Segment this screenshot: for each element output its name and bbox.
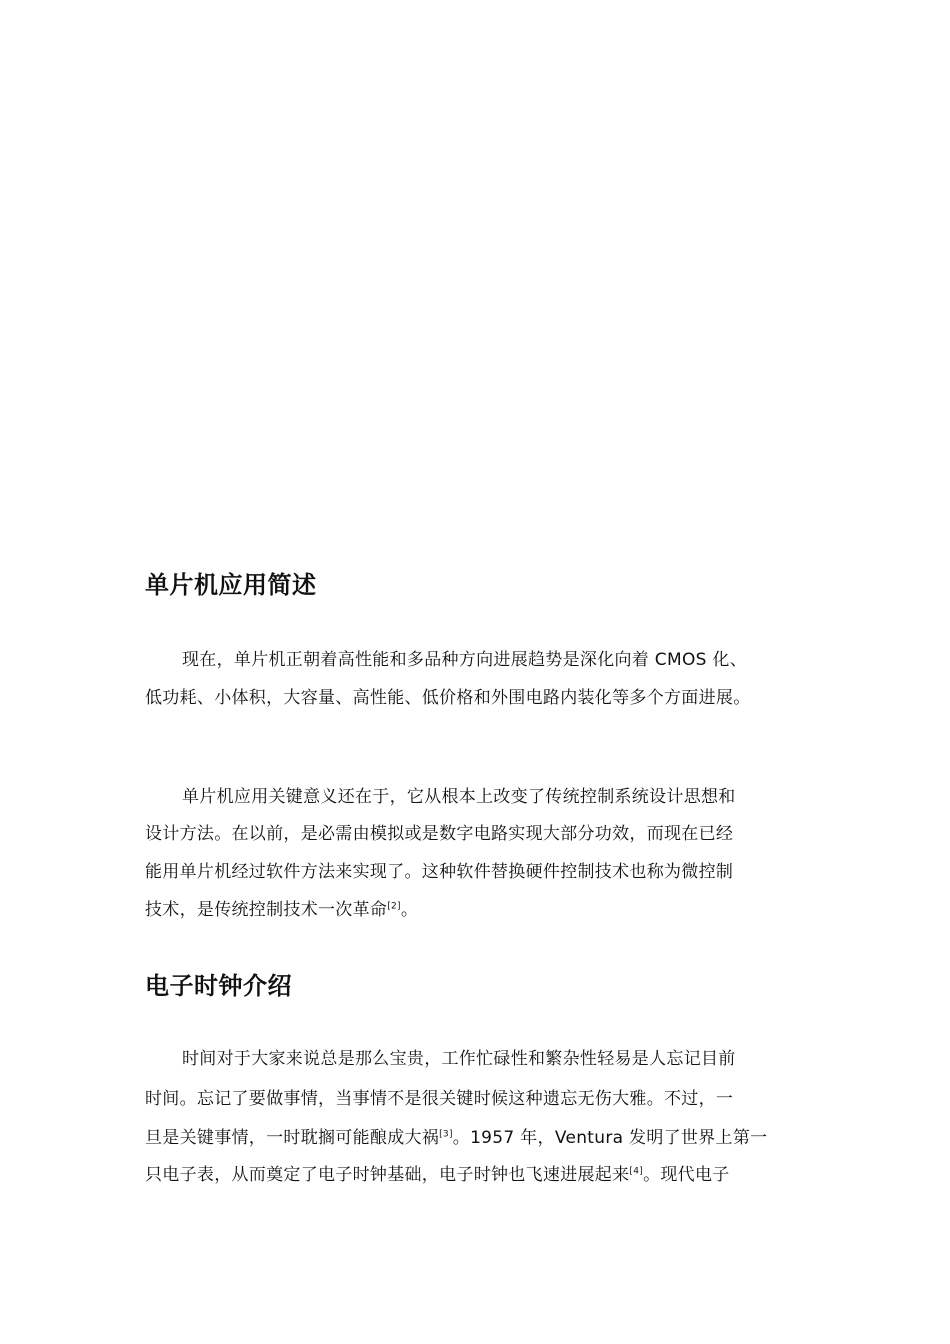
paragraph-line: 设计方法。在以前，是必需由模拟或是数字电路实现大部分功效，而现在已经 xyxy=(145,824,734,844)
line-text: 。1957 年，Ventura 发明了世界上第一 xyxy=(452,1128,768,1148)
citation-ref: [4] xyxy=(629,1166,644,1177)
section-heading-clock-intro: 电子时钟介绍 xyxy=(145,972,292,1000)
line-text: 。 xyxy=(400,900,419,920)
line-text: 旦是关键事情，一时耽搁可能酿成大祸 xyxy=(145,1128,440,1148)
paragraph-line xyxy=(145,1163,730,1187)
paragraph-line: 时间对于大家来说总是那么宝贵，工作忙碌性和繁杂性轻易是人忘记目前 xyxy=(182,1049,736,1069)
paragraph-line xyxy=(145,1126,767,1150)
paragraph-line xyxy=(145,898,418,922)
line-text: 技术，是传统控制技术一次革命 xyxy=(145,900,388,920)
section-heading-mcu-overview: 单片机应用简述 xyxy=(145,571,317,599)
citation-ref: [2] xyxy=(387,901,401,912)
line-text: 。现代电子 xyxy=(643,1165,730,1185)
paragraph-line: 时间。忘记了要做事情，当事情不是很关键时候这种遗忘无伤大雅。不过，一 xyxy=(145,1089,734,1109)
line-text: 只电子表，从而奠定了电子时钟基础，电子时钟也飞速进展起来 xyxy=(145,1165,630,1185)
paragraph-line: 现在，单片机正朝着高性能和多品种方向进展趋势是深化向着 CMOS 化、 xyxy=(182,650,748,670)
paragraph-line: 单片机应用关键意义还在于，它从根本上改变了传统控制系统设计思想和 xyxy=(182,787,736,807)
paragraph-line: 低功耗、小体积，大容量、高性能、低价格和外围电路内装化等多个方面进展。 xyxy=(145,688,751,708)
paragraph-line: 能用单片机经过软件方法来实现了。这种软件替换硬件控制技术也称为微控制 xyxy=(145,862,734,882)
citation-ref: [3] xyxy=(439,1129,453,1140)
